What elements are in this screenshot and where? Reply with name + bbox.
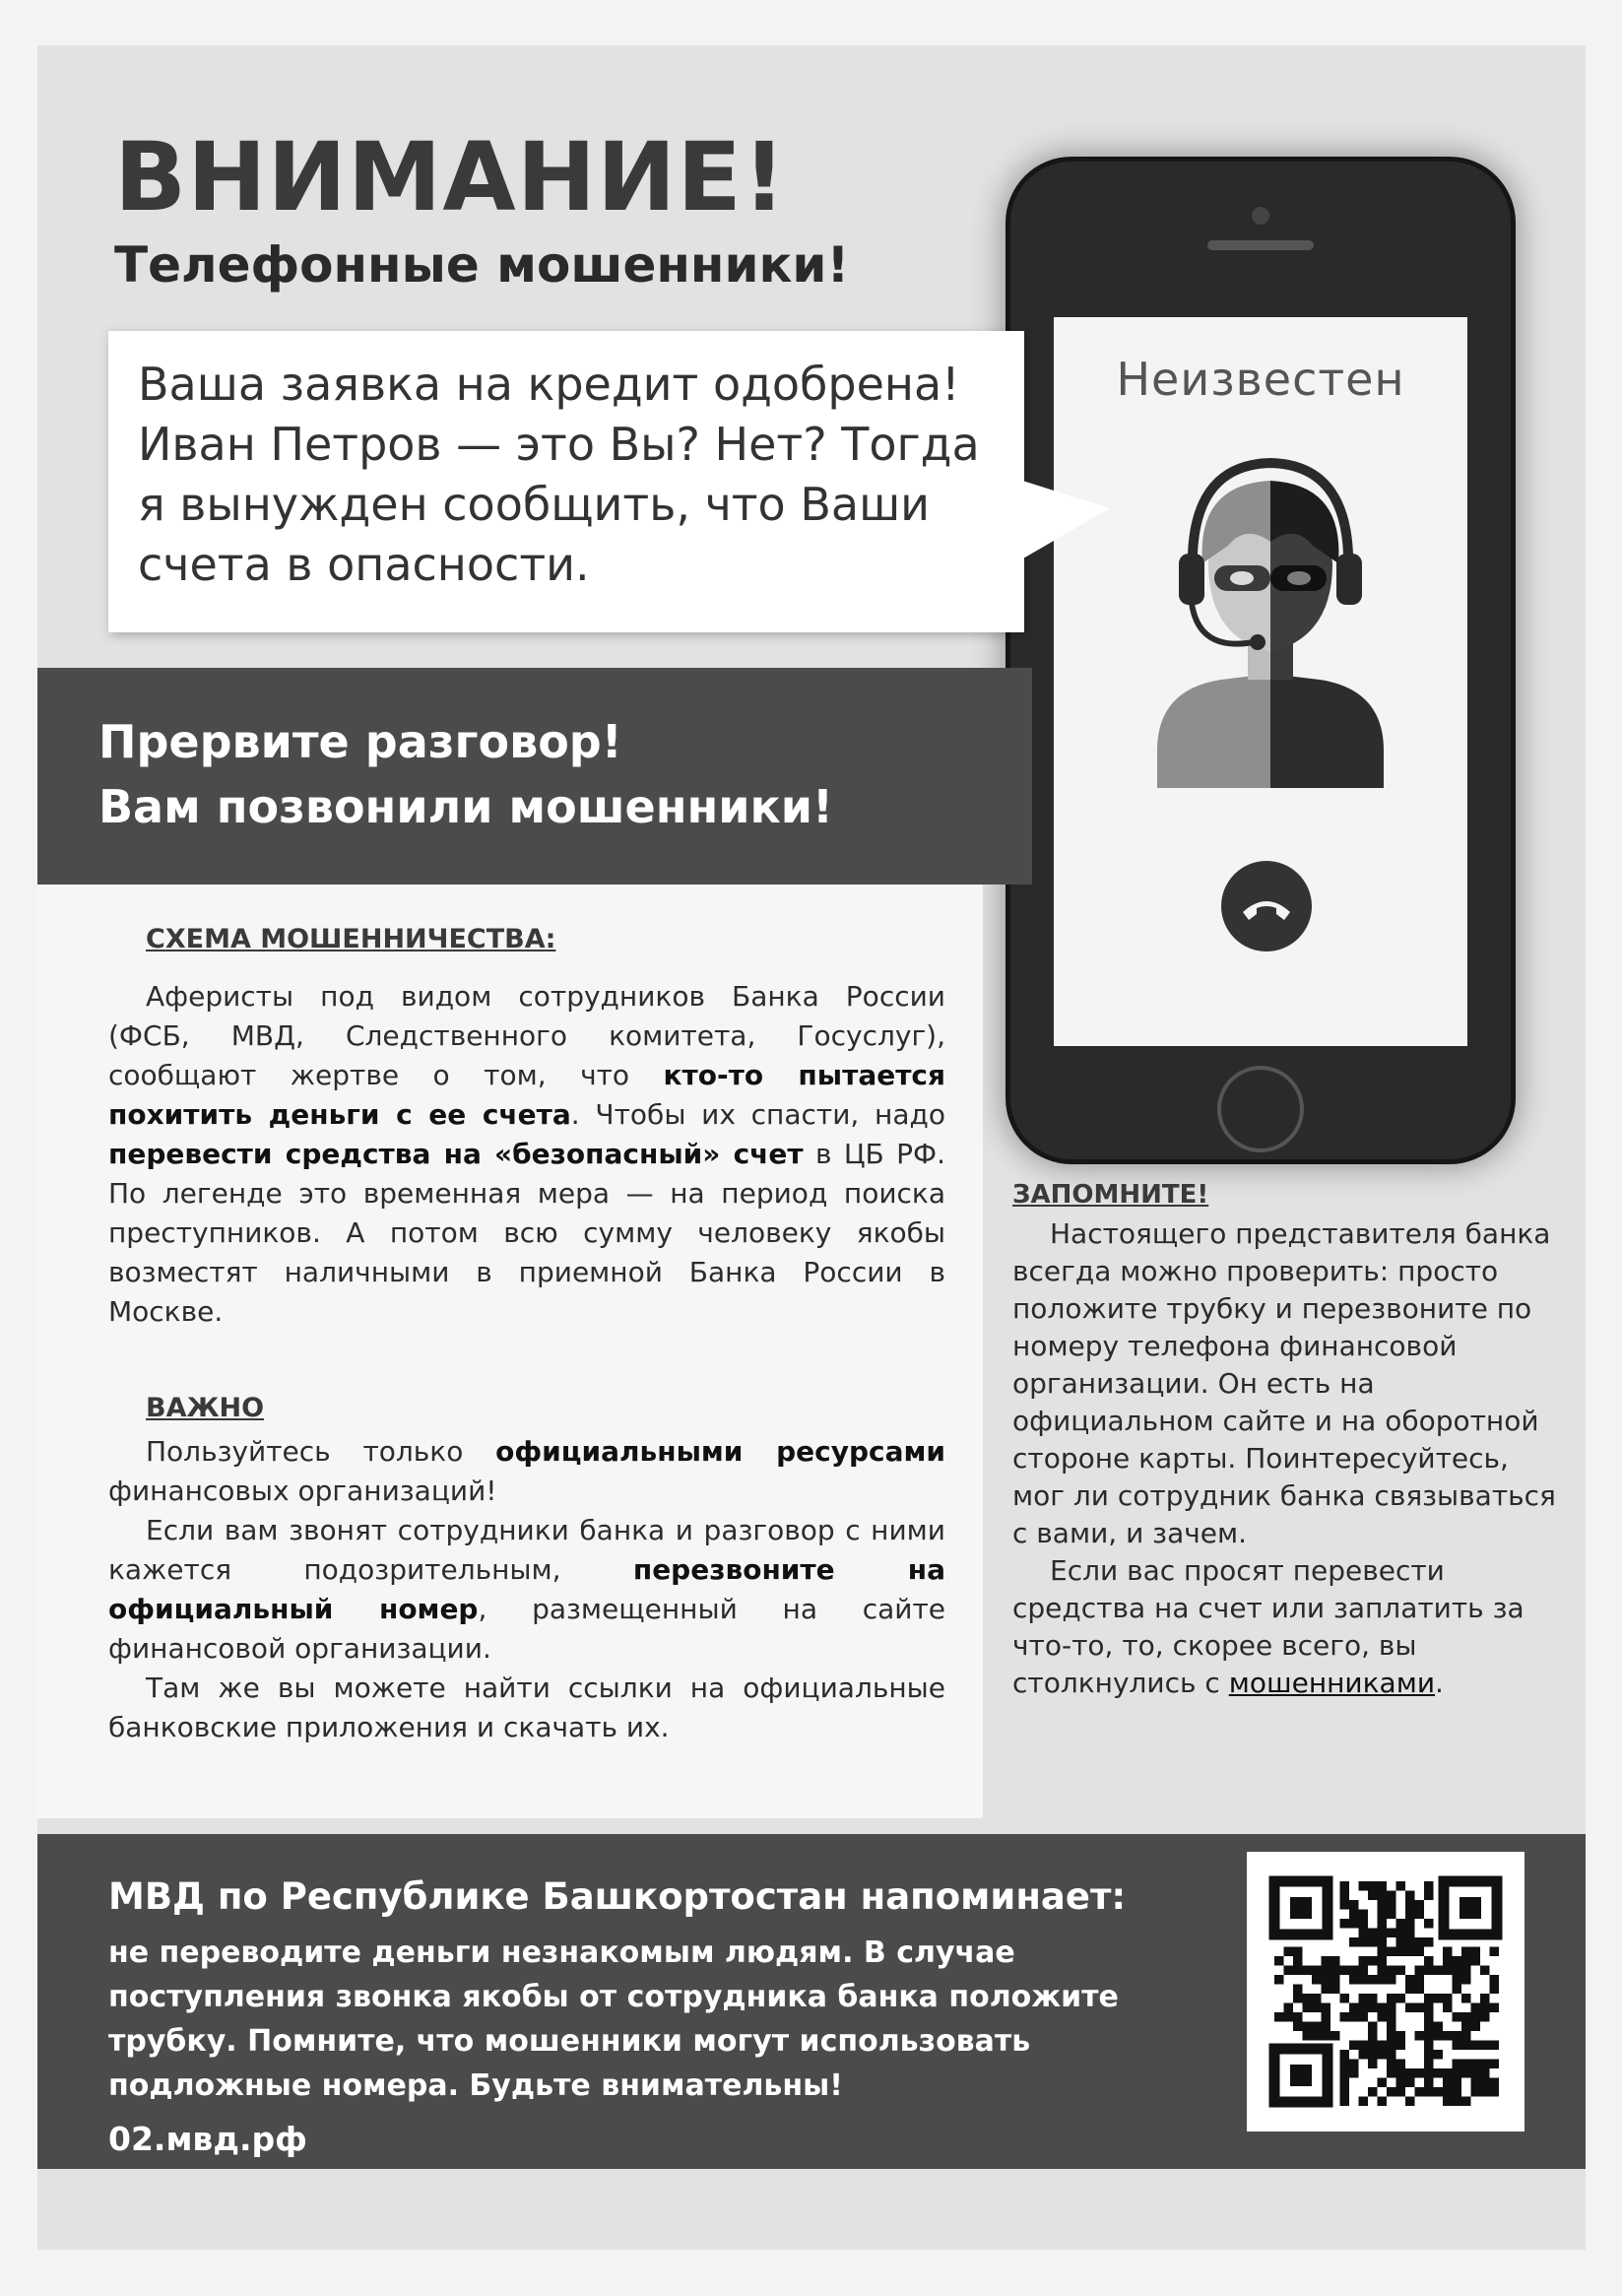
info-panel	[37, 885, 983, 1818]
phone-hangup-icon	[1221, 861, 1312, 951]
remember-title: ЗАПОМНИТЕ!	[1012, 1180, 1209, 1210]
bubble-line: счета в опасности.	[138, 538, 590, 591]
poster	[37, 45, 1586, 2250]
operator-avatar-icon	[1137, 455, 1403, 790]
important-title: ВАЖНО	[146, 1393, 265, 1423]
caller-name: Неизвестен	[1116, 353, 1405, 406]
remember-paragraph: Настоящего представителя банка всегда можно проверить: просто положите трубку и перезвоните по номеру телефона финансовой организации. Он есть на официальном сайте и на оборотной стороне карты. Поинтересуйтесь, мог ли сотрудник банка связываться с вами, и зачем. Если вас просят перевести средства на счет или заплатить за что-то, то, скорее всего, вы столкнулись с мошенниками.	[1012, 1217, 1556, 1699]
scheme-paragraph: Аферисты под видом сотрудников Банка России (ФСБ, МВД, Следственного комитета, Госуслуг), сообщают жертве о том, что кто-то пытается похитить деньги с ее счета. Чтобы их спасти, надо перевести средства на «безопасный» счет в ЦБ РФ. По легенде это временная мера — на период поиска преступников. А потом всю сумму человеку якобы возместят наличными в приемной Банка России в Москве.	[108, 980, 946, 1328]
remember-block	[1012, 1180, 1564, 1702]
footer-banner	[37, 1834, 1586, 2169]
phone-illustration	[1010, 162, 1511, 1159]
warning-banner	[37, 668, 1032, 885]
speaker-icon	[1207, 240, 1314, 250]
banner-line: Вам позвонили мошенники!	[98, 780, 833, 833]
footer-title: МВД по Республике Башкортостан напоминает:	[108, 1875, 1127, 1918]
poster-subtitle: Телефонные мошенники!	[114, 236, 850, 294]
bubble-line: Иван Петров — это Вы? Нет? Тогда	[138, 418, 980, 471]
home-button-icon	[1217, 1066, 1304, 1152]
qr-code-icon[interactable]	[1247, 1852, 1525, 2132]
footer-text: не переводите деньги незнакомым людям. В случае поступления звонка якобы от сотрудника банка положите трубку. Помните, что мошенники могут использовать подложные номера. Будьте внимательны!	[108, 1935, 1119, 2103]
phone-screen	[1054, 317, 1467, 1046]
speech-bubble	[108, 331, 1024, 632]
scheme-title: СХЕМА МОШЕННИЧЕСТВА:	[146, 924, 556, 954]
website-link[interactable]: 02.мвд.рф	[108, 2120, 307, 2158]
important-paragraph: Пользуйтесь только официальными ресурсами финансовых организаций! Если вам звонят сотрудники банка и разговор с ними кажется подозрительным, перезвоните на официальный номер, размещенный на сайте финансовой организации. Там же вы можете найти ссылки на официальные банковские приложения и скачать их.	[108, 1435, 946, 1743]
banner-line: Прервите разговор!	[98, 715, 622, 768]
bubble-line: Ваша заявка на кредит одобрена!	[138, 358, 960, 411]
bubble-line: я вынужден сообщить, что Ваши	[138, 478, 931, 531]
poster-title: ВНИМАНИЕ!	[114, 122, 787, 232]
camera-icon	[1252, 207, 1269, 225]
